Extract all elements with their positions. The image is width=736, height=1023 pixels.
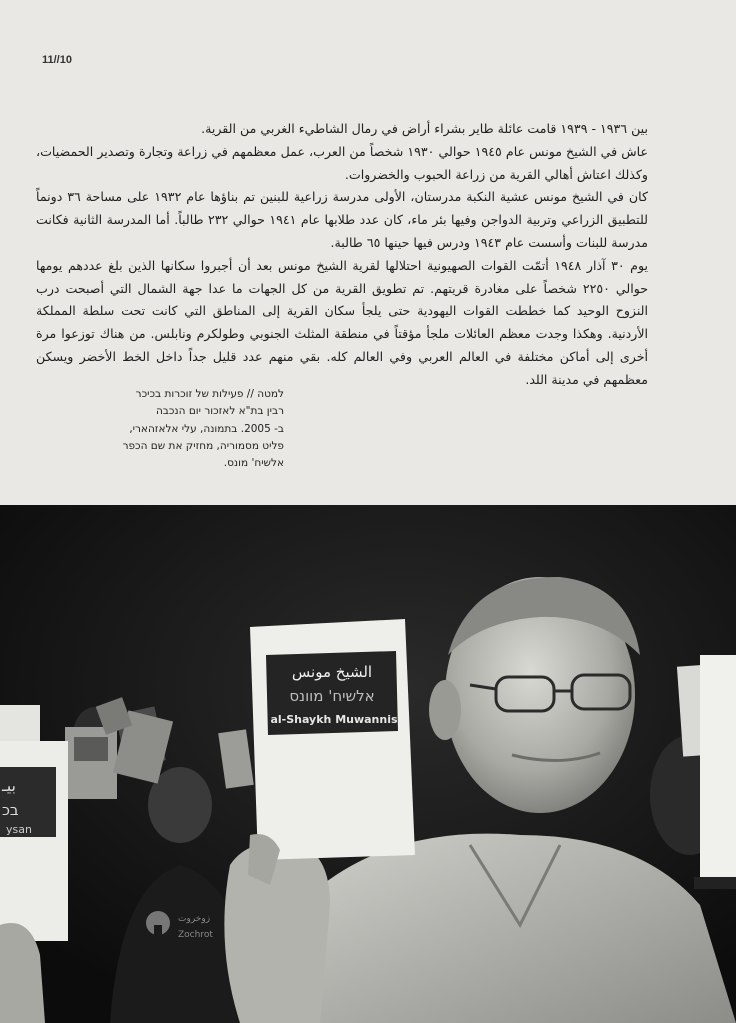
main-sign — [250, 619, 415, 860]
caption-line-3: ב- 2005. בתמונה, עלי אלאזהארי, — [129, 422, 284, 435]
caption-line-1: למטה // פעילות של זוכרות בכיכר — [135, 388, 284, 400]
caption-line-2: רבין בת"א לאזכור יום הנכבה — [155, 405, 284, 418]
paragraph-4: يوم ٣٠ آذار ١٩٤٨ أتمّت القوات الصهيونية احتلالها لقرية الشيخ مونس بعد أن أجبروا سكانها الذين بلغ عددهم يومها حوالي ٢٢٥٠ شخصاً على مغادرة قريتهم. تم تطويق القرية من كل الجهات ما عدا جهة الشمال التي أصبحت درب النزوح الوحيد كما خططت القوات اليهودية حتى يلجأ سكان القرية إلى المناطق التي كانت تحت سلطة المملكة الأردنية. وهكذا وجدت معظم العائلات ملجأ مؤقتاً في منطقة المثلث الجنوبي وطولكرم ونابلس. من هناك توزعوا مرة أخرى إلى أماكن مختلفة في العالم العربي وفي العالم كله. بقي منهم عدد قليل جداً داخل الخط الأخضر ويسكن معظمهم في مدينة اللد. — [36, 257, 648, 387]
photo-caption — [84, 386, 284, 472]
caption-line-4: פליט מסמוריה, מחזיק את שם הכפר — [122, 439, 284, 452]
paragraph-2: عاش في الشيخ مونس عام ١٩٤٥ حوالي ١٩٣٠ شخصاً من العرب، عمل معظمهم في زراعة وتجارة وتصدير الحمضيات، وكذلك اعتاش أهالي القرية من زراعة الحبوب والخضروات. — [36, 143, 648, 182]
sign-arabic: الشيخ مونس — [291, 663, 373, 681]
photo-illustration — [0, 505, 736, 1023]
left-sign-line-2: בכ — [2, 801, 19, 819]
left-sign-line-1: بيـ — [2, 776, 16, 795]
paragraph-1: بين ١٩٣٦ - ١٩٣٩ قامت عائلة طاير بشراء أراض في رمال الشاطيء الغربي من القرية. — [201, 121, 648, 136]
photograph — [0, 505, 736, 1023]
page-number: 11//10 — [42, 54, 72, 66]
shirt-logo-arabic: زوخروت — [178, 914, 211, 924]
shirt-logo-latin: Zochrot — [178, 930, 213, 940]
caption-line-5: אלשיח' מונס. — [223, 457, 284, 470]
arabic-body-text — [36, 118, 648, 392]
man-hand — [224, 843, 330, 1023]
sign-hebrew: אלשיח' מוונס — [289, 687, 375, 705]
sign-latin: al-Shaykh Muwannis — [270, 713, 398, 726]
left-sign-line-3: ysan — [6, 823, 32, 836]
paragraph-3: كان في الشيخ مونس عشية النكبة مدرستان، الأولى مدرسة زراعية للبنين تم بناؤها عام ١٩٣٢ على مساحة ٣٦ دونماً للتطبيق الزراعي وتربية الدواجن وفيها بئر ماء، كان عدد طلابها عام ١٩٤١ حوالي ٢٣٢ طالباً. أما المدرسة الثانية فكانت مدرسة للبنات وأسست عام ١٩٤٣ ودرس فيها حينها ٦٥ طالبة. — [36, 189, 648, 250]
